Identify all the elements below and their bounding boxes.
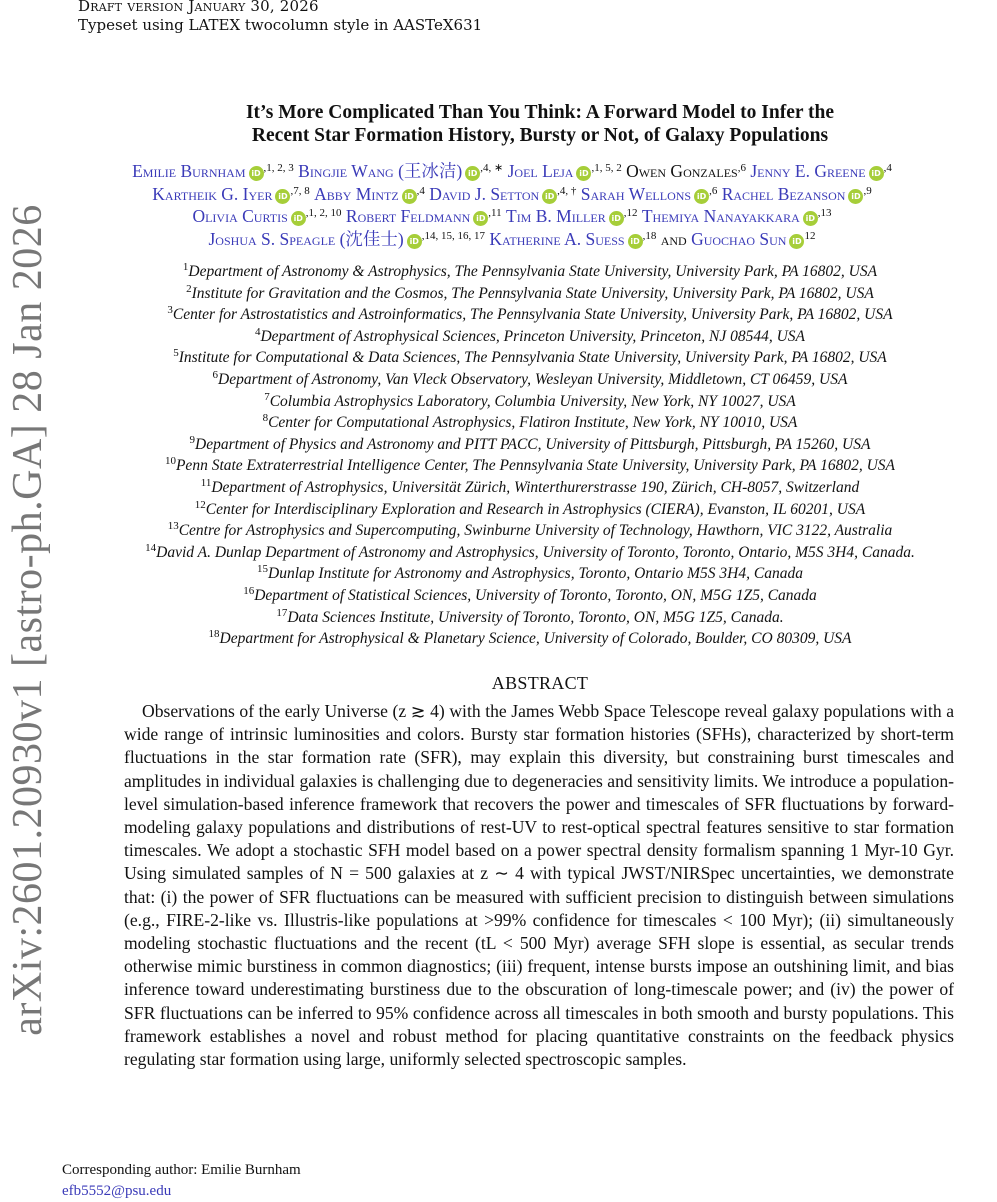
affiliation-number: 4 (254, 325, 261, 338)
author-name[interactable]: Kartheik G. Iyer (152, 183, 273, 204)
affiliation-number: 13 (167, 520, 179, 533)
affiliation-line (60, 326, 997, 348)
affiliation-text: Department of Physics and Astronomy and PITT PACC, University of Pittsburgh, Pittsburgh, PA 15260, USA (195, 435, 871, 453)
affiliation-number: 11 (200, 476, 212, 489)
corresponding-email-link[interactable]: efb5552@psu.edu (62, 1183, 172, 1199)
arxiv-identifier-sidebar[interactable]: arXiv:2601.20930v1 [astro-ph.GA] 28 Jan 2026 (5, 204, 51, 1036)
affiliation-line (60, 607, 997, 629)
affiliation-text: Department of Astronomy, Van Vleck Observatory, Wesleyan University, Middletown, CT 06459, USA (218, 370, 848, 388)
author-list (62, 160, 962, 250)
affiliation-line (60, 455, 997, 477)
author-name[interactable]: David J. Setton (429, 183, 540, 204)
author-affiliation-marks: ,4, ∗ (480, 162, 504, 174)
affiliation-line (60, 434, 997, 456)
author-affiliation-marks: ,11 (488, 207, 502, 220)
affiliation-line (60, 283, 997, 305)
orcid-icon[interactable]: iD (789, 234, 804, 249)
affiliation-text: Center for Astrostatistics and Astroinformatics, The Pennsylvania State University, University Park, PA 16802, USA (172, 306, 893, 324)
author-name[interactable]: Olivia Curtis (192, 206, 288, 227)
orcid-icon[interactable]: iD (694, 189, 709, 204)
author-name[interactable]: Guochao Sun (691, 228, 787, 249)
affiliation-number: 1 (182, 261, 189, 273)
affiliation-line (60, 304, 997, 326)
affiliation-text: David A. Dunlap Department of Astronomy and Astrophysics, University of Toronto, Toronto, Ontario, M5S 3H4, Canada. (156, 543, 915, 561)
affiliation-line (60, 499, 997, 521)
author-name: Owen Gonzales (626, 161, 738, 181)
author-affiliation-marks: ,1, 2, 3 (263, 162, 294, 174)
author-name[interactable]: Robert Feldmann (345, 206, 471, 227)
orcid-icon[interactable]: iD (869, 166, 884, 181)
affiliation-text: Columbia Astrophysics Laboratory, Columbia University, New York, NY 10027, USA (269, 392, 796, 410)
author-affiliation-marks: ,13 (817, 207, 832, 220)
affiliation-text: Dunlap Institute for Astronomy and Astrophysics, Toronto, Ontario M5S 3H4, Canada (268, 565, 803, 583)
orcid-icon[interactable]: iD (473, 211, 488, 226)
affiliation-text: Institute for Computational & Data Sciences, The Pennsylvania State University, University Park, PA 16802, USA (178, 349, 887, 367)
author-affiliation-marks: ,18 (642, 229, 657, 242)
title-line-2: Recent Star Formation History, Bursty or Not, of Galaxy Populations (251, 125, 829, 146)
orcid-icon[interactable]: iD (249, 166, 264, 181)
orcid-icon[interactable]: iD (465, 166, 480, 181)
affiliation-text: Department of Statistical Sciences, University of Toronto, Toronto, ON, M5G 1Z5, Canada (254, 586, 817, 604)
affiliation-line (60, 347, 997, 369)
orcid-icon[interactable]: iD (407, 234, 422, 249)
affiliation-text: Penn State Extraterrestrial Intelligence Center, The Pennsylvania State University, University Park, PA 16802, USA (175, 457, 896, 475)
affiliation-number: 9 (189, 433, 196, 446)
author-affiliation-marks: ,6 (709, 184, 718, 197)
orcid-icon[interactable]: iD (803, 211, 818, 226)
author-affiliation-marks: ,4 (883, 162, 892, 174)
corresponding-author-footnote (62, 1160, 301, 1202)
affiliation-line (60, 563, 997, 585)
affiliation-list (60, 261, 997, 650)
paper-title (120, 101, 960, 147)
affiliation-line (60, 628, 997, 650)
orcid-icon[interactable]: iD (291, 211, 306, 226)
author-affiliation-marks: ,1, 2, 10 (305, 207, 342, 220)
author-affiliation-marks: ,9 (863, 184, 872, 197)
affiliation-number: 5 (173, 347, 179, 360)
author-name[interactable]: Katherine A. Suess (489, 228, 625, 249)
author-name[interactable]: Joshua S. Speagle (沈佳士) (208, 228, 404, 249)
orcid-icon[interactable]: iD (848, 189, 863, 204)
affiliation-number: 2 (186, 282, 192, 295)
title-line-1: It’s More Complicated Than You Think: A Forward Model to Infer the (245, 102, 835, 123)
affiliation-text: Department of Astrophysical Sciences, Princeton University, Princeton, NJ 08544, USA (260, 327, 806, 345)
affiliation-text: Department for Astrophysical & Planetary Science, University of Colorado, Boulder, CO 80309, USA (219, 630, 852, 648)
author-name[interactable]: Themiya Nanayakkara (641, 206, 800, 227)
author-name[interactable]: Abby Mintz (314, 183, 399, 204)
affiliation-number: 7 (264, 390, 270, 403)
affiliation-line (60, 412, 997, 434)
orcid-icon[interactable]: iD (402, 189, 417, 204)
orcid-icon[interactable]: iD (275, 189, 290, 204)
orcid-icon[interactable]: iD (542, 189, 557, 204)
author-affiliation-marks: ,6 (737, 162, 746, 174)
affiliation-text: Department of Astrophysics, Universität Zürich, Winterthurerstrasse 190, Zürich, CH-8057, Switzerland (211, 478, 860, 496)
orcid-icon[interactable]: iD (576, 166, 591, 181)
author-affiliation-marks: ,1, 5, 2 (591, 162, 622, 174)
affiliation-number: 6 (212, 368, 219, 381)
affiliation-line (60, 542, 997, 564)
author-affiliation-marks: ,4 (416, 184, 425, 197)
orcid-icon[interactable]: iD (628, 234, 643, 249)
affiliation-line (60, 477, 997, 499)
abstract-heading: ABSTRACT (491, 673, 589, 693)
affiliation-number: 17 (276, 606, 288, 619)
author-name[interactable]: Rachel Bezanson (721, 183, 846, 204)
affiliation-number: 8 (262, 412, 269, 425)
author-name[interactable]: Bingjie Wang (王冰洁) (298, 161, 463, 181)
author-and-word: and (656, 228, 692, 249)
author-affiliation-marks: 12 (804, 229, 816, 242)
affiliation-number: 10 (164, 455, 176, 468)
author-name[interactable]: Joel Leja (507, 161, 574, 181)
affiliation-number: 12 (194, 498, 206, 511)
typeset-line: Typeset using LATEX twocolumn style in AASTeX631 (78, 16, 483, 34)
affiliation-number: 16 (243, 584, 255, 597)
affiliation-line (60, 520, 997, 542)
affiliation-text: Department of Astronomy & Astrophysics, The Pennsylvania State University, University Park, PA 16802, USA (188, 263, 878, 280)
author-affiliation-marks: ,14, 15, 16, 17 (421, 229, 486, 242)
corresponding-author-label: Corresponding author: Emilie Burnham (62, 1162, 301, 1178)
affiliation-line (60, 261, 997, 283)
author-affiliation-marks: ,4, † (557, 184, 577, 197)
author-name[interactable]: Emilie Burnham (132, 161, 246, 181)
author-name[interactable]: Sarah Wellons (580, 183, 692, 204)
affiliation-number: 15 (257, 563, 269, 576)
affiliation-number: 14 (145, 541, 157, 554)
affiliation-number: 3 (167, 304, 173, 317)
author-affiliation-marks: ,7, 8 (290, 184, 310, 197)
affiliation-text: Centre for Astrophysics and Supercomputing, Swinburne University of Technology, Hawthorn, VIC 3122, Australia (178, 522, 893, 540)
page-header (78, 0, 482, 35)
author-name[interactable]: Jenny E. Greene (750, 161, 866, 181)
draft-version-line: Draft version January 30, 2026 (78, 0, 319, 15)
affiliation-text: Data Sciences Institute, University of Toronto, Toronto, ON, M5G 1Z5, Canada. (287, 608, 784, 626)
affiliation-line (60, 585, 997, 607)
affiliation-text: Center for Interdisciplinary Exploration and Research in Astrophysics (CIERA), Evanston, IL 60201, USA (205, 500, 866, 518)
author-name[interactable]: Tim B. Miller (506, 206, 606, 227)
affiliation-text: Institute for Gravitation and the Cosmos, The Pennsylvania State University, University Park, PA 16802, USA (191, 284, 874, 302)
author-affiliation-marks: ,12 (623, 207, 638, 220)
affiliation-line (60, 369, 997, 391)
affiliation-line (60, 391, 997, 413)
affiliation-number: 18 (208, 628, 220, 641)
abstract-body: Observations of the early Universe (z ≳ 4) with the James Webb Space Telescope reveal galaxy populations with a wide range of intrinsic luminosities and colors. Bursty star formation histories (SFHs), characterized by short-term fluctuations in the star formation rate (SFR), may explain this diversity, but constraining burst timescales and amplitudes in individual galaxies is challenging due to degeneracies and sensitivity limits. We introduce a population-level simulation-based inference framework that recovers the power and timescales of SFR fluctuations by forward-modeling galaxy populations and distributions of rest-UV to rest-optical spectral features sensitive to star formation timescales. We adopt a stochastic SFH model based on a power spectral density formalism spanning 1 Myr-10 Gyr. Using simulated samples of N = 500 galaxies at z ∼ 4 with typical JWST/NIRSpec uncertainties, we demonstrate that: (i) the power of SFR fluctuations can be measured with sufficient precision to distinguish between simulations (e.g., FIRE-2-like vs. Illustris-like populations at >99% confidence for timescales < 100 Myr); (ii) simultaneously modeling stochastic fluctuations and the recent (tL < 500 Myr) average SFH slope is essential, as secular trends otherwise mimic burstiness in common diagnostics; (iii) frequent, intense bursts impose an outshining limit, and bias inference toward underestimating burstiness due to the obscuration of long-timescale power; and (iv) the power of SFR fluctuations can be inferred to 95% confidence across all timescales in both smooth and bursty populations. This framework establishes a novel and robust method for placing quantitative constraints on the feedback physics regulating star formation using large, uniformly selected spectroscopic samples. (124, 701, 954, 1070)
affiliation-text: Center for Computational Astrophysics, Flatiron Institute, New York, NY 10010, USA (268, 414, 798, 432)
orcid-icon[interactable]: iD (609, 211, 624, 226)
